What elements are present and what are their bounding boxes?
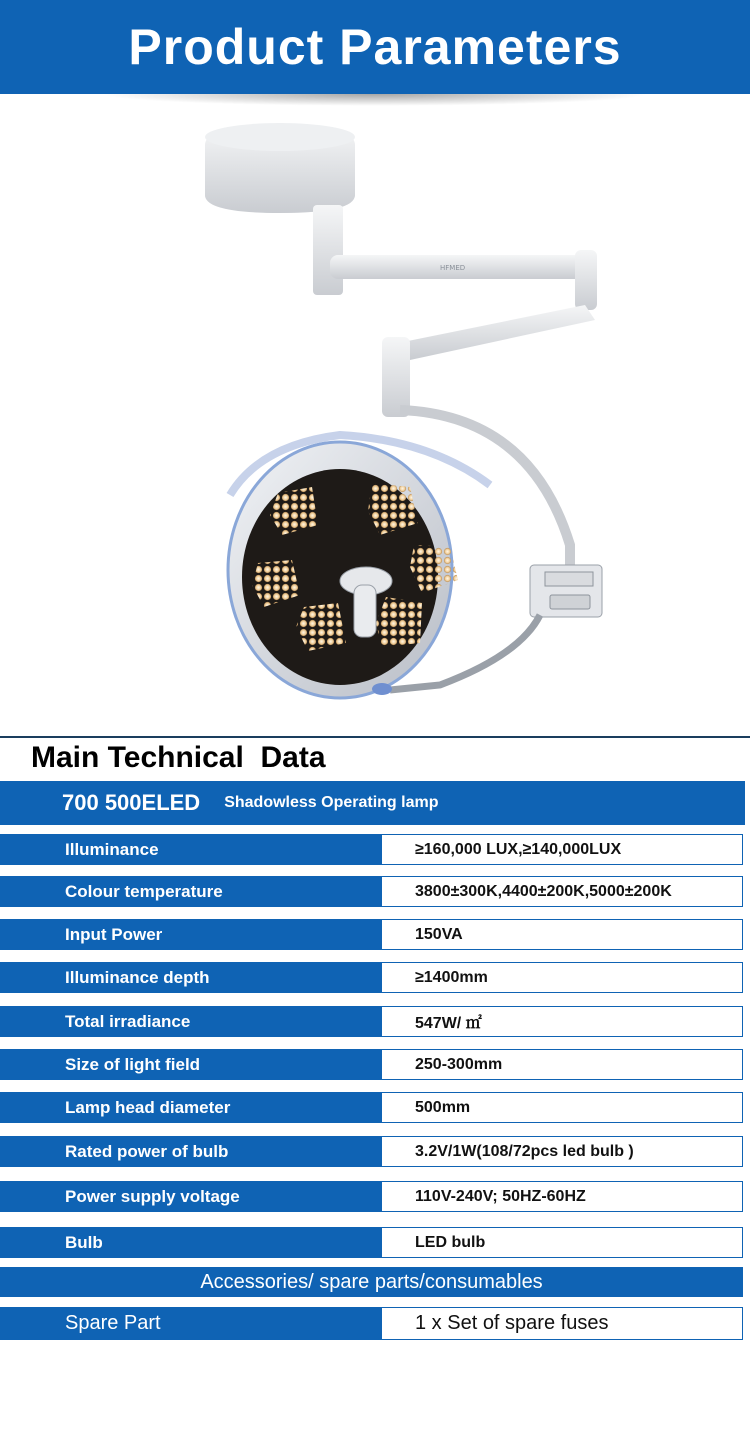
operating-lamp-image (200, 115, 620, 705)
spec-row (0, 962, 743, 993)
spec-row (0, 834, 743, 865)
banner-shadow (100, 94, 650, 106)
spare-part-label: Spare Part (1, 1308, 382, 1339)
spec-label: Illuminance (1, 835, 382, 864)
model-header (0, 781, 745, 825)
spec-row (0, 1092, 743, 1123)
spec-row (0, 919, 743, 950)
page-title: Product Parameters (128, 19, 622, 75)
spare-part-row (0, 1307, 743, 1340)
spec-value: ≥160,000 LUX,≥140,000LUX (415, 840, 622, 858)
spec-row (0, 1227, 743, 1258)
spec-row (0, 876, 743, 907)
model-name: Shadowless Operating lamp (224, 794, 439, 811)
spec-label: Power supply voltage (1, 1182, 382, 1211)
spec-label: Colour temperature (1, 877, 382, 906)
spec-value: 500mm (415, 1098, 471, 1116)
title-banner (0, 0, 750, 94)
spec-value: 250-300mm (415, 1055, 503, 1073)
spec-label: Rated power of bulb (1, 1137, 382, 1166)
spare-part-value: 1 x Set of spare fuses (415, 1312, 609, 1334)
spec-value: 3.2V/1W(108/72pcs led bulb ) (415, 1142, 634, 1160)
model-code: 700 500ELED (62, 790, 201, 815)
spec-value: 110V-240V; 50HZ-60HZ (415, 1187, 586, 1205)
spec-value: LED bulb (415, 1233, 486, 1251)
spec-row (0, 1006, 743, 1037)
spec-label: Bulb (1, 1228, 382, 1257)
spec-label: Total irradiance (1, 1007, 382, 1036)
spec-value: ≥1400mm (415, 968, 488, 986)
brand-label: HFMED (440, 264, 466, 272)
spec-label: Input Power (1, 920, 382, 949)
spec-row (0, 1049, 743, 1080)
spec-row (0, 1136, 743, 1167)
spec-label: Illuminance depth (1, 963, 382, 992)
spec-value: 3800±300K,4400±200K,5000±200K (415, 882, 672, 900)
accessories-header: Accessories/ spare parts/consumables (0, 1267, 743, 1297)
section-title: Main Technical Data (31, 741, 326, 774)
spec-value: 547W/ ㎡ (415, 1015, 482, 1032)
spec-label: Size of light field (1, 1050, 382, 1079)
spec-row (0, 1181, 743, 1212)
spec-value: 150VA (415, 925, 463, 943)
spec-label: Lamp head diameter (1, 1093, 382, 1122)
